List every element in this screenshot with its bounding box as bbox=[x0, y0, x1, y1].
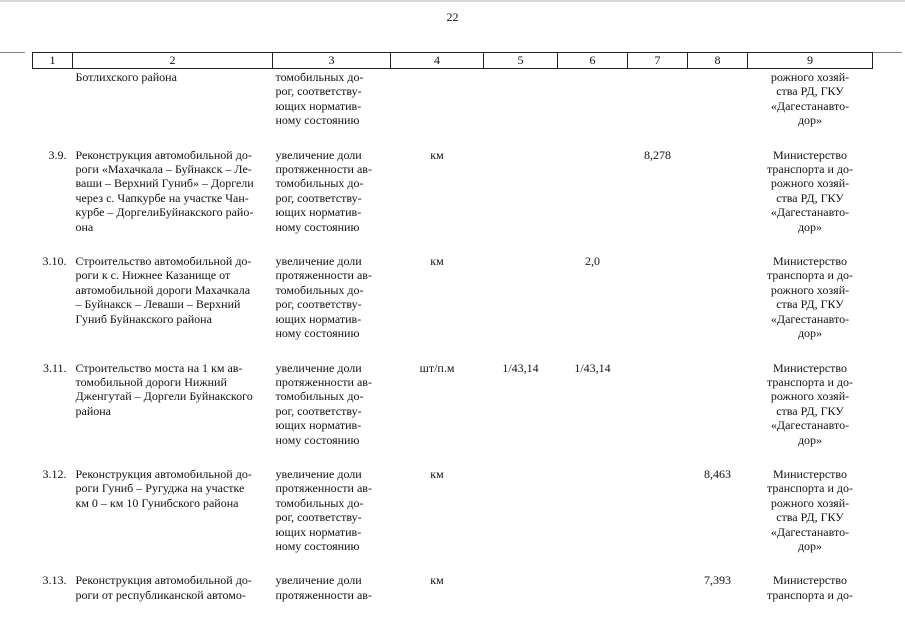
measure-number: 3.10. bbox=[42, 254, 67, 269]
column-header: 7 bbox=[628, 53, 688, 69]
measure-goal: увеличение доли протяженности ав- bbox=[275, 573, 372, 602]
table-row bbox=[33, 148, 873, 254]
value-col7 bbox=[628, 467, 688, 573]
measure-number: 3.13. bbox=[42, 573, 67, 588]
table-row bbox=[33, 254, 873, 360]
value-col8 bbox=[688, 148, 748, 254]
margin-rule-left bbox=[0, 52, 25, 53]
measure-executor: Министерство транспорта и до- рожного хозяй- ства РД, ГКУ «Дагестанавто- дор» bbox=[767, 254, 853, 341]
measure-executor: Министерство транспорта и до- рожного хозяй- ства РД, ГКУ «Дагестанавто- дор» bbox=[767, 360, 853, 447]
table-row bbox=[33, 361, 873, 467]
value-col6 bbox=[558, 573, 628, 622]
value-col7 bbox=[628, 361, 688, 467]
value-col6 bbox=[558, 148, 628, 254]
table-row bbox=[33, 467, 873, 573]
value-col5 bbox=[484, 254, 558, 360]
column-number-row bbox=[33, 53, 873, 69]
measure-executor: Министерство транспорта и до- bbox=[767, 573, 853, 602]
measure-name: Реконструкция автомобильной до- роги Гуниб – Ругуджа на участке км 0 – км 10 Гунибского района bbox=[75, 466, 252, 510]
column-header: 4 bbox=[391, 53, 484, 69]
measure-unit: км bbox=[430, 254, 444, 269]
measure-name: Реконструкция автомобильной до- роги от республиканской автомо- bbox=[75, 573, 252, 602]
value-col7 bbox=[628, 254, 688, 360]
measure-number: 3.11. bbox=[42, 360, 67, 375]
measure-executor: рожного хозяй- ства РД, ГКУ «Дагестанавто- дор» bbox=[770, 70, 850, 128]
measure-name: Реконструкция автомобильной до- роги «Махачкала – Буйнакск – Ле- ваши – Верхний Гуниб» – Доргели через с. Чапкурбе на участке Чан- курбе – ДоргелиБуйнакского райо- она bbox=[75, 147, 254, 234]
measure-name: Ботлихского района bbox=[75, 70, 177, 84]
column-header: 8 bbox=[688, 53, 748, 69]
value-col5 bbox=[484, 148, 558, 254]
measure-goal: увеличение доли протяженности ав- томобильных до- рог, соответству- ющих норматив- ному состоянию bbox=[275, 254, 372, 341]
column-header: 5 bbox=[484, 53, 558, 69]
value-col7: 8,278 bbox=[644, 147, 671, 162]
margin-rule-right bbox=[872, 52, 902, 53]
value-col5 bbox=[484, 467, 558, 573]
value-col5 bbox=[484, 573, 558, 622]
measure-unit: км bbox=[430, 573, 444, 588]
value-col8 bbox=[688, 361, 748, 467]
column-header: 1 bbox=[33, 53, 73, 69]
measure-goal: увеличение доли протяженности ав- томобильных до- рог, соответству- ющих норматив- ному состоянию bbox=[275, 360, 372, 447]
measure-number: 3.9. bbox=[48, 147, 67, 162]
measure-goal: увеличение доли протяженности ав- томобильных до- рог, соответству- ющих норматив- ному состоянию bbox=[275, 466, 372, 553]
measure-number: 3.12. bbox=[42, 466, 67, 481]
value-col6: 2,0 bbox=[585, 254, 600, 269]
value-col8: 7,393 bbox=[704, 573, 731, 588]
measure-unit: шт/п.м bbox=[419, 360, 455, 375]
column-header: 6 bbox=[558, 53, 628, 69]
scan-top-edge bbox=[0, 0, 905, 2]
measure-goal: томобильных до- рог, соответству- ющих норматив- ному состоянию bbox=[275, 70, 364, 128]
program-table bbox=[32, 52, 873, 622]
value-col8 bbox=[688, 254, 748, 360]
measure-executor: Министерство транспорта и до- рожного хозяй- ства РД, ГКУ «Дагестанавто- дор» bbox=[767, 466, 853, 553]
value-col5: 1/43,14 bbox=[502, 360, 539, 375]
table-row-continuation bbox=[33, 69, 873, 148]
measure-unit: км bbox=[430, 466, 444, 481]
measure-name: Строительство автомобильной до- роги к с. Нижнее Казанище от автомобильной дороги Махачкала – Буйнакск – Леваши – Верхний Гуниб Буйнакского района bbox=[75, 254, 252, 326]
measure-executor: Министерство транспорта и до- рожного хозяй- ства РД, ГКУ «Дагестанавто- дор» bbox=[767, 147, 853, 234]
value-col8: 8,463 bbox=[704, 466, 731, 481]
page-number: 22 bbox=[446, 10, 459, 24]
measure-unit: км bbox=[430, 147, 444, 162]
value-col6 bbox=[558, 467, 628, 573]
value-col7 bbox=[628, 573, 688, 622]
measure-goal: увеличение доли протяженности ав- томобильных до- рог, соответству- ющих норматив- ному состоянию bbox=[275, 147, 372, 234]
column-header: 2 bbox=[73, 53, 273, 69]
value-col6: 1/43,14 bbox=[574, 360, 611, 375]
table-row bbox=[33, 573, 873, 622]
measure-name: Строительство моста на 1 км ав- томобильной дороги Нижний Дженгутай – Доргели Буйнакского района bbox=[75, 360, 253, 418]
column-header: 9 bbox=[748, 53, 873, 69]
column-header: 3 bbox=[273, 53, 391, 69]
